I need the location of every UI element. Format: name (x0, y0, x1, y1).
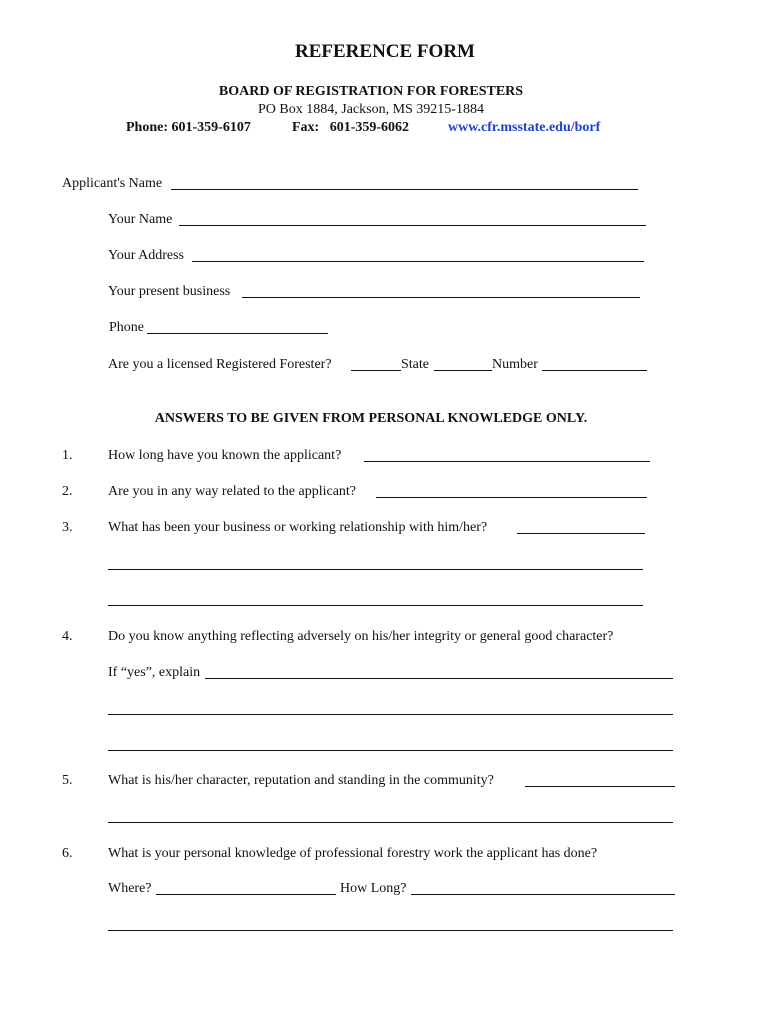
org-phone: Phone: 601-359-6107 (126, 120, 251, 135)
applicant-name-field[interactable] (171, 189, 638, 190)
org-name: BOARD OF REGISTRATION FOR FORESTERS (218, 84, 524, 99)
question-6-text: What is your personal knowledge of professional forestry work the applicant has done? (108, 846, 598, 861)
instruction-heading: ANSWERS TO BE GIVEN FROM PERSONAL KNOWLEDGE ONLY. (154, 411, 588, 426)
your-address-field[interactable] (192, 261, 644, 262)
phone-field[interactable] (147, 333, 328, 334)
question-number: 2. (62, 484, 73, 499)
question-number: 5. (62, 773, 73, 788)
question-4-answer-line[interactable] (108, 750, 673, 751)
number-field[interactable] (542, 370, 647, 371)
question-4-text: Do you know anything reflecting adversely on his/her integrity or general good character? (108, 629, 614, 644)
question-1-text: How long have you known the applicant? (108, 448, 342, 463)
where-label: Where? (108, 881, 152, 896)
org-fax: Fax: 601-359-6062 (292, 120, 410, 135)
question-2-answer[interactable] (376, 497, 647, 498)
state-field[interactable] (434, 370, 492, 371)
question-2-text: Are you in any way related to the applicant? (108, 484, 357, 499)
your-name-label: Your Name (108, 212, 173, 227)
question-5-answer-line[interactable] (108, 822, 673, 823)
how-long-label: How Long? (340, 881, 407, 896)
applicant-name-label: Applicant's Name (62, 176, 163, 191)
where-field[interactable] (156, 894, 336, 895)
question-number: 6. (62, 846, 73, 861)
number-label: Number (492, 357, 538, 372)
question-1-answer[interactable] (364, 461, 650, 462)
question-number: 4. (62, 629, 73, 644)
page-title: REFERENCE FORM (295, 41, 475, 62)
licensed-label: Are you a licensed Registered Forester? (108, 357, 332, 372)
website-link[interactable]: www.cfr.msstate.edu/borf (448, 120, 601, 135)
licensed-field[interactable] (351, 370, 401, 371)
question-6-answer-line[interactable] (108, 930, 673, 931)
question-4-answer-line[interactable] (108, 714, 673, 715)
how-long-field[interactable] (411, 894, 675, 895)
question-3-answer-line[interactable] (108, 605, 643, 606)
question-5-answer[interactable] (525, 786, 675, 787)
question-4-followup: If “yes”, explain (108, 665, 201, 680)
question-5-text: What is his/her character, reputation and standing in the community? (108, 773, 494, 788)
question-number: 1. (62, 448, 73, 463)
question-3-answer[interactable] (517, 533, 645, 534)
question-3-answer-line[interactable] (108, 569, 643, 570)
org-address: PO Box 1884, Jackson, MS 39215-1884 (258, 102, 484, 117)
present-business-field[interactable] (242, 297, 640, 298)
question-4-answer[interactable] (205, 678, 673, 679)
your-address-label: Your Address (108, 248, 184, 263)
your-name-field[interactable] (179, 225, 646, 226)
phone-label: Phone (109, 320, 144, 335)
present-business-label: Your present business (108, 284, 231, 299)
question-3-text: What has been your business or working relationship with him/her? (108, 520, 488, 535)
state-label: State (401, 357, 429, 372)
question-number: 3. (62, 520, 73, 535)
